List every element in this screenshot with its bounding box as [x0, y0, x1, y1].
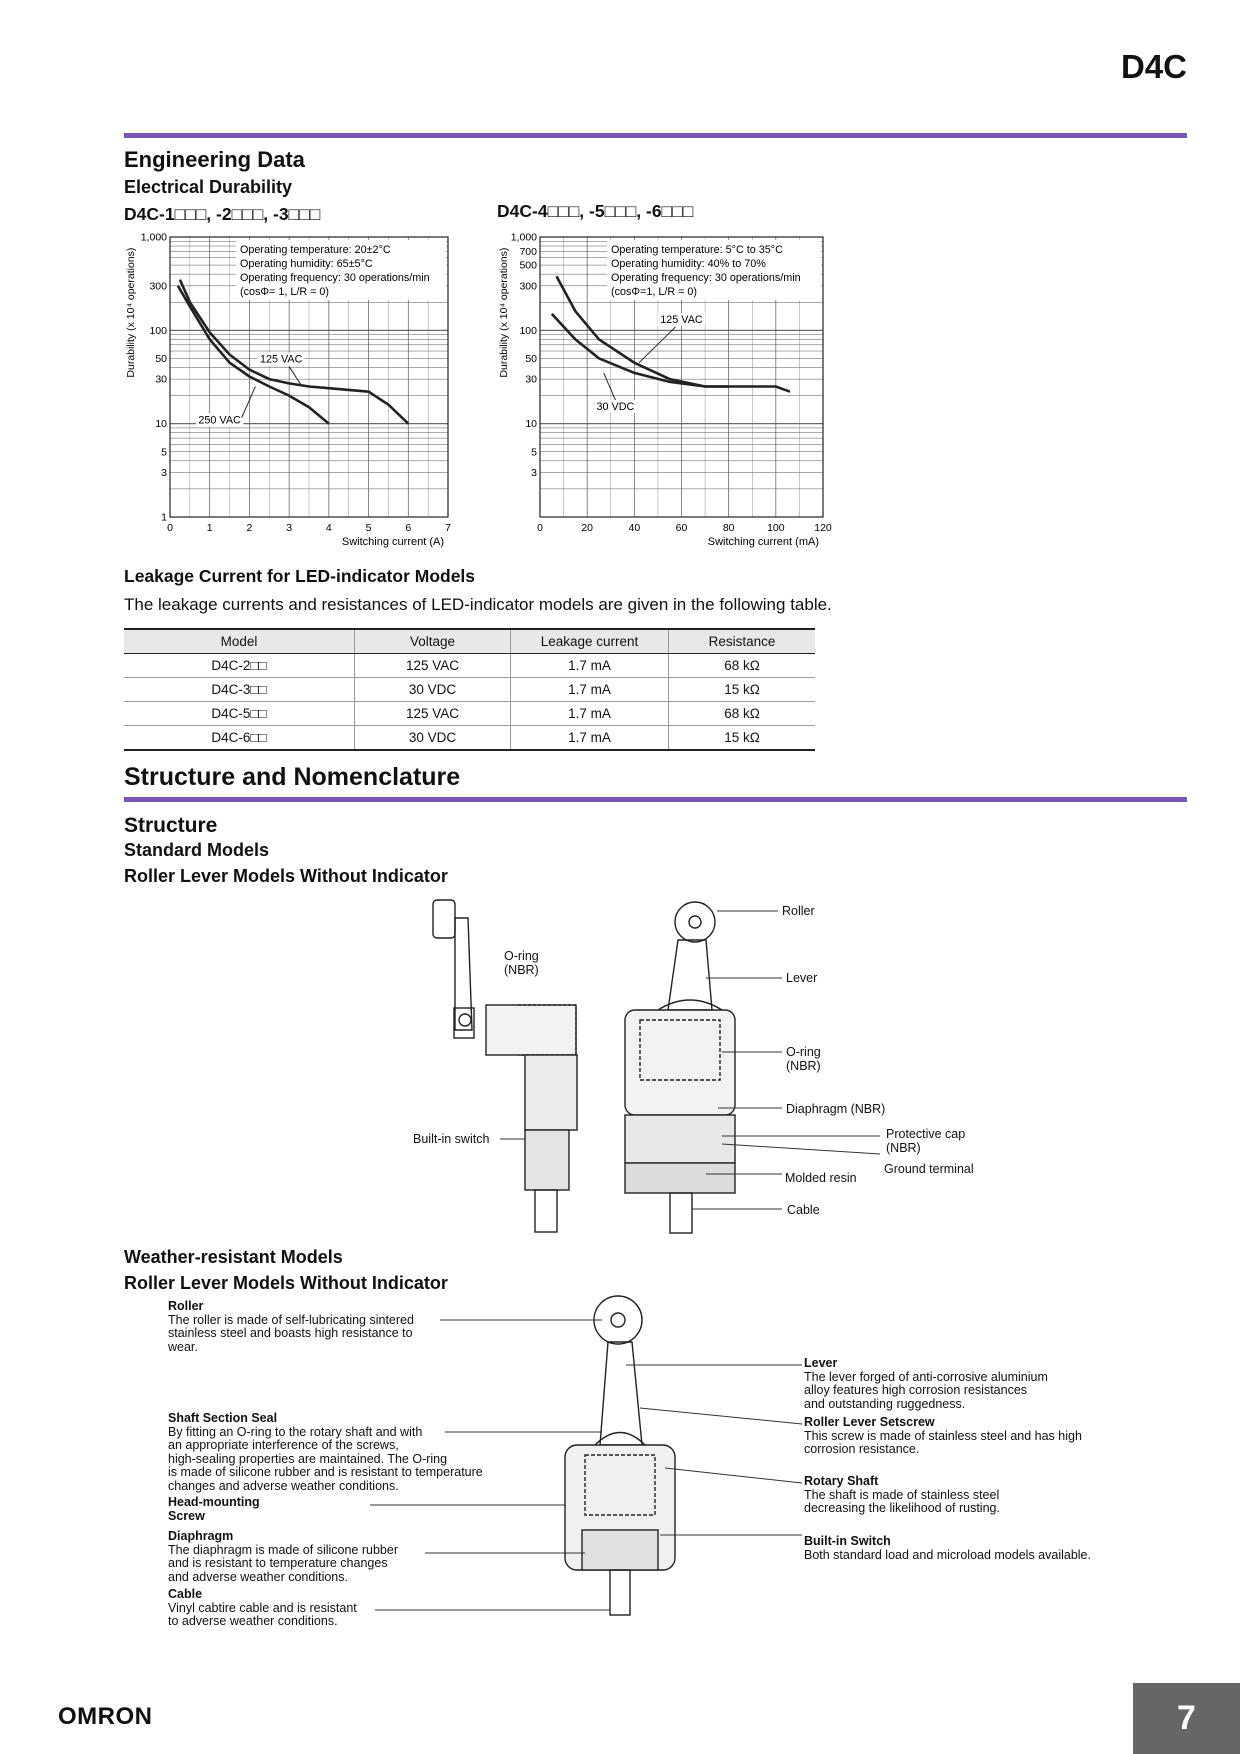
callout-title: Lever [804, 1356, 838, 1370]
x-tick-label: 5 [365, 522, 372, 534]
series-label: 125 VAC [660, 313, 703, 326]
callout-title: Shaft Section Seal [168, 1411, 278, 1425]
annotation-text: Operating humidity: 65±5°C [240, 258, 373, 270]
callout-cable [168, 1588, 428, 1629]
label-diaphragm: Diaphragm (NBR) [786, 1102, 886, 1116]
callout-title: Rotary Shaft [804, 1474, 879, 1488]
y-tick-label: 100 [149, 324, 167, 337]
callout-desc: The lever forged of anti-corrosive aluminium alloy features high corrosion resistances and outstanding ruggedness. [804, 1369, 1048, 1411]
series-label: 250 VAC [198, 414, 241, 427]
x-axis-label: Switching current (mA) [707, 536, 819, 548]
series-leader [242, 387, 256, 418]
label-roller: Roller [782, 904, 815, 918]
callout-rotary-shaft [804, 1475, 1144, 1516]
table-cell: 125 VAC [355, 654, 511, 678]
roller-lever-title: Roller Lever Models Without Indicator [124, 866, 448, 886]
table-cell: 15 kΩ [669, 726, 816, 751]
callout-desc: By fitting an O-ring to the rotary shaft and with an appropriate interference of the screws, high-sealing properties are maintained. The O-ring is made of silicone rubber and is resistant to temperature changes and adverse weather conditions. [168, 1424, 483, 1493]
callout-title: Roller Lever Setscrew [804, 1415, 935, 1429]
callout-desc: The shaft is made of stainless steel decreasing the likelihood of rusting. [804, 1487, 1000, 1515]
section-title-engineering: Engineering Data [124, 147, 305, 172]
callout-shaft-seal [168, 1412, 513, 1493]
chart1-title: D4C-1□□□, -2□□□, -3□□□ [124, 204, 321, 224]
y-tick-label: 5 [161, 446, 167, 459]
label-lever: Lever [786, 971, 818, 985]
structure-title: Structure [124, 814, 218, 837]
x-tick-label: 3 [286, 522, 293, 534]
weather-subtitle: Roller Lever Models Without Indicator [124, 1273, 448, 1293]
y-axis-label: Durability (x 10⁴ operations) [125, 247, 137, 378]
table-cell: D4C-6□□ [124, 726, 355, 751]
section-title-structure-nomenclature: Structure and Nomenclature [124, 763, 461, 791]
label-protective-cap: Protective cap (NBR) [886, 1127, 966, 1155]
callout-desc: This screw is made of stainless steel and has high corrosion resistance. [804, 1428, 1082, 1456]
table-cell: 1.7 mA [511, 726, 669, 751]
x-tick-label: 80 [722, 522, 735, 534]
annotation-text: Operating frequency: 30 operations/min [611, 272, 801, 284]
y-tick-label: 1 [161, 511, 167, 524]
label-oring-left: O-ring (NBR) [504, 949, 539, 977]
series-label: 125 VAC [259, 353, 303, 366]
table-cell: 1.7 mA [511, 702, 669, 726]
y-tick-label: 50 [525, 352, 537, 365]
annotation-block [607, 240, 821, 300]
standard-models-title: Standard Models [124, 840, 270, 860]
table-header-row [124, 629, 815, 654]
y-tick-label: 30 [155, 373, 167, 386]
subtitle-electrical-durability: Electrical Durability [124, 177, 293, 197]
x-tick-label: 0 [167, 522, 173, 534]
y-tick-label: 1,000 [510, 231, 537, 244]
callout-desc: The diaphragm is made of silicone rubber and is resistant to temperature changes and adverse weather conditions. [168, 1542, 398, 1584]
table-row [124, 726, 815, 751]
label-oring-right: O-ring (NBR) [786, 1045, 821, 1073]
callout-title: Head-mounting Screw [168, 1495, 260, 1523]
table-cell: D4C-5□□ [124, 702, 355, 726]
table-row [124, 678, 815, 702]
y-axis-label: Durability (x 10⁴ operations) [498, 247, 510, 378]
table-cell: 1.7 mA [511, 654, 669, 678]
x-tick-label: 100 [767, 522, 785, 534]
x-tick-label: 60 [675, 522, 688, 534]
callout-desc: Both standard load and microload models available. [804, 1547, 1091, 1562]
y-tick-label: 10 [155, 418, 167, 431]
x-tick-label: 6 [405, 522, 412, 534]
annotation-text: Operating temperature: 5°C to 35°C [611, 244, 783, 256]
callout-title: Cable [168, 1587, 203, 1601]
table-cell: 68 kΩ [669, 654, 816, 678]
series-line [180, 280, 408, 424]
callout-head-mounting-screw [168, 1496, 288, 1523]
table-row [124, 654, 815, 678]
table-cell: 68 kΩ [669, 702, 816, 726]
callout-desc: Vinyl cabtire cable and is resistant to adverse weather conditions. [168, 1600, 357, 1628]
durability-chart-1 [120, 225, 460, 555]
callout-diaphragm [168, 1530, 458, 1584]
x-tick-label: 4 [325, 522, 332, 534]
callout-desc: The roller is made of self-lubricating sintered stainless steel and boasts high resistance to wear. [168, 1312, 414, 1354]
x-tick-label: 2 [246, 522, 253, 534]
label-molded-resin: Molded resin [785, 1171, 857, 1185]
table-cell: D4C-2□□ [124, 654, 355, 678]
weather-title: Weather-resistant Models [124, 1247, 343, 1267]
leakage-title: Leakage Current for LED-indicator Models [124, 566, 476, 586]
y-tick-label: 500 [519, 259, 537, 272]
x-tick-label: 0 [537, 522, 543, 534]
table-cell: D4C-3□□ [124, 678, 355, 702]
callout-builtin-switch [804, 1535, 1144, 1562]
x-tick-label: 40 [628, 522, 641, 534]
y-tick-label: 300 [149, 280, 167, 293]
table-cell: 30 VDC [355, 678, 511, 702]
chart2-title: D4C-4□□□, -5□□□, -6□□□ [497, 201, 694, 221]
y-tick-label: 300 [519, 280, 537, 293]
annotation-text: Operating humidity: 40% to 70% [611, 258, 766, 270]
series-label: 30 VDC [596, 401, 635, 414]
y-tick-label: 100 [519, 324, 537, 337]
callout-lever [804, 1357, 1144, 1411]
table-cell: 15 kΩ [669, 678, 816, 702]
page-number-box [1133, 1683, 1240, 1754]
callout-roller [168, 1300, 458, 1354]
series-leader [604, 373, 616, 400]
structure-rule [124, 797, 1187, 802]
column-header: Resistance [669, 629, 816, 654]
column-header: Voltage [355, 629, 511, 654]
series-line [178, 286, 329, 424]
annotation-text: Operating temperature: 20±2°C [240, 244, 391, 256]
y-tick-label: 30 [525, 373, 537, 386]
y-tick-label: 50 [155, 352, 167, 365]
x-axis-label: Switching current (A) [341, 536, 444, 548]
y-tick-label: 1,000 [140, 231, 167, 244]
callout-title: Built-in Switch [804, 1534, 891, 1548]
y-tick-label: 5 [531, 446, 537, 459]
label-builtin-switch: Built-in switch [413, 1132, 490, 1146]
page-number: 7 [1177, 1699, 1196, 1737]
x-tick-label: 7 [445, 522, 451, 534]
header-rule [124, 133, 1187, 138]
table-cell: 1.7 mA [511, 678, 669, 702]
callout-title: Diaphragm [168, 1529, 234, 1543]
annotation-block [236, 240, 446, 300]
table-cell: 30 VDC [355, 726, 511, 751]
table-cell: 125 VAC [355, 702, 511, 726]
leakage-table [124, 628, 815, 751]
leakage-intro: The leakage currents and resistances of LED-indicator models are given in the following table. [124, 595, 832, 614]
series-leader [289, 367, 301, 385]
label-cable: Cable [787, 1203, 820, 1217]
table-row [124, 702, 815, 726]
y-tick-label: 3 [531, 466, 537, 479]
y-tick-label: 3 [161, 466, 167, 479]
annotation-text: (cosΦ= 1, L/R = 0) [240, 286, 330, 298]
brand-logo: OMRON [58, 1703, 153, 1730]
column-header: Model [124, 629, 355, 654]
callout-roller-lever-setscrew [804, 1416, 1144, 1457]
y-tick-label: 700 [519, 245, 537, 258]
durability-chart-2 [495, 225, 845, 555]
annotation-text: Operating frequency: 30 operations/min [240, 272, 430, 284]
model-title: D4C [1120, 48, 1187, 85]
annotation-text: (cosΦ=1, L/R = 0) [611, 286, 698, 298]
column-header: Leakage current [511, 629, 669, 654]
y-tick-label: 10 [525, 418, 537, 431]
callout-title: Roller [168, 1299, 204, 1313]
x-tick-label: 1 [206, 522, 213, 534]
x-tick-label: 20 [581, 522, 594, 534]
x-tick-label: 120 [814, 522, 832, 534]
label-ground-terminal: Ground terminal [884, 1162, 974, 1176]
